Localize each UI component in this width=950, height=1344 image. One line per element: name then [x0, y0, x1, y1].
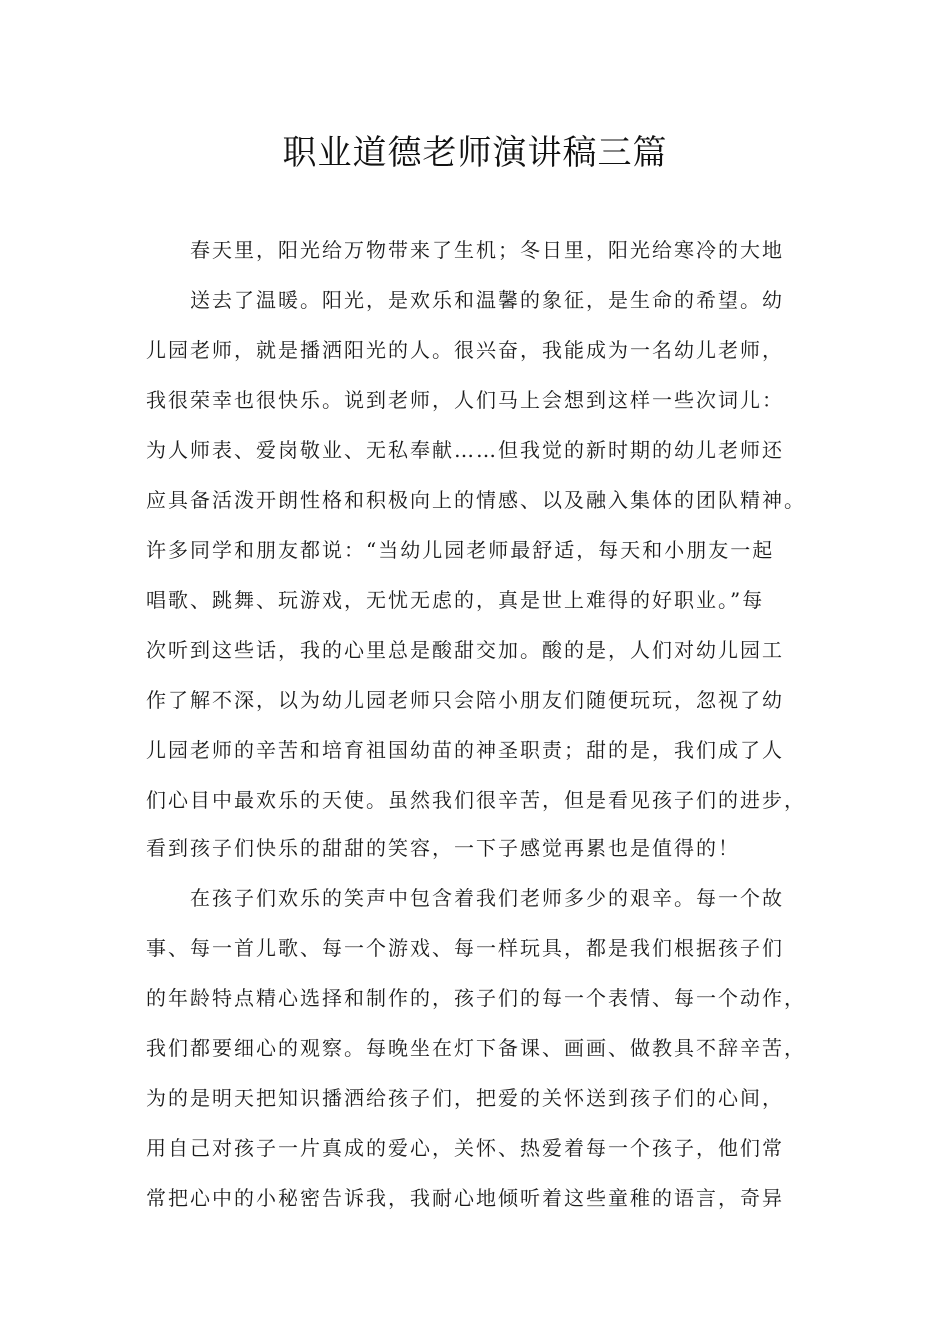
text-line: 次听到这些话，我的心里总是酸甜交加。酸的是，人们对幼儿园工 [146, 638, 784, 662]
text-line: 我很荣幸也很快乐。说到老师，人们马上会想到这样一些次词儿： [146, 388, 784, 412]
text-line: 为人师表、爱岗敬业、无私奉献……但我觉的新时期的幼儿老师还 [146, 438, 784, 462]
text-line: 唱歌、跳舞、玩游戏，无忧无虑的，真是世上难得的好职业。”每 [146, 588, 765, 612]
text-line: 作了解不深，以为幼儿园老师只会陪小朋友们随便玩玩，忽视了幼 [146, 688, 784, 712]
text-line: 用自己对孩子一片真成的爱心，关怀、热爱着每一个孩子，他们常 [146, 1136, 784, 1160]
text-line: 事、每一首儿歌、每一个游戏、每一样玩具，都是我们根据孩子们 [146, 936, 784, 960]
text-line: 看到孩子们快乐的甜甜的笑容，一下子感觉再累也是值得的！ [146, 836, 740, 860]
text-line: 儿园老师，就是播洒阳光的人。很兴奋，我能成为一名幼儿老师， [146, 338, 784, 362]
text-line: 们心目中最欢乐的天使。虽然我们很辛苦，但是看见孩子们的进步， [146, 788, 806, 812]
text-line: 在孩子们欢乐的笑声中包含着我们老师多少的艰辛。每一个故 [190, 886, 784, 910]
text-line: 为的是明天把知识播洒给孩子们，把爱的关怀送到孩子们的心间， [146, 1086, 784, 1110]
text-line: 送去了温暖。阳光，是欢乐和温馨的象征，是生命的希望。幼 [190, 288, 784, 312]
text-line: 许多同学和朋友都说：“当幼儿园老师最舒适，每天和小朋友一起 [146, 538, 775, 562]
text-line: 春天里，阳光给万物带来了生机；冬日里，阳光给寒冷的大地 [190, 238, 784, 262]
text-line: 我们都要细心的观察。每晚坐在灯下备课、画画、做教具不辞辛苦， [146, 1036, 806, 1060]
text-line: 常把心中的小秘密告诉我，我耐心地倾听着这些童稚的语言，奇异 [146, 1186, 784, 1210]
text-line: 应具备活泼开朗性格和积极向上的情感、以及融入集体的团队精神。 [146, 488, 806, 512]
text-line: 的年龄特点精心选择和制作的，孩子们的每一个表情、每一个动作， [146, 986, 806, 1010]
document-title: 职业道德老师演讲稿三篇 [282, 133, 668, 173]
text-line: 儿园老师的辛苦和培育祖国幼苗的神圣职责；甜的是，我们成了人 [146, 738, 784, 762]
